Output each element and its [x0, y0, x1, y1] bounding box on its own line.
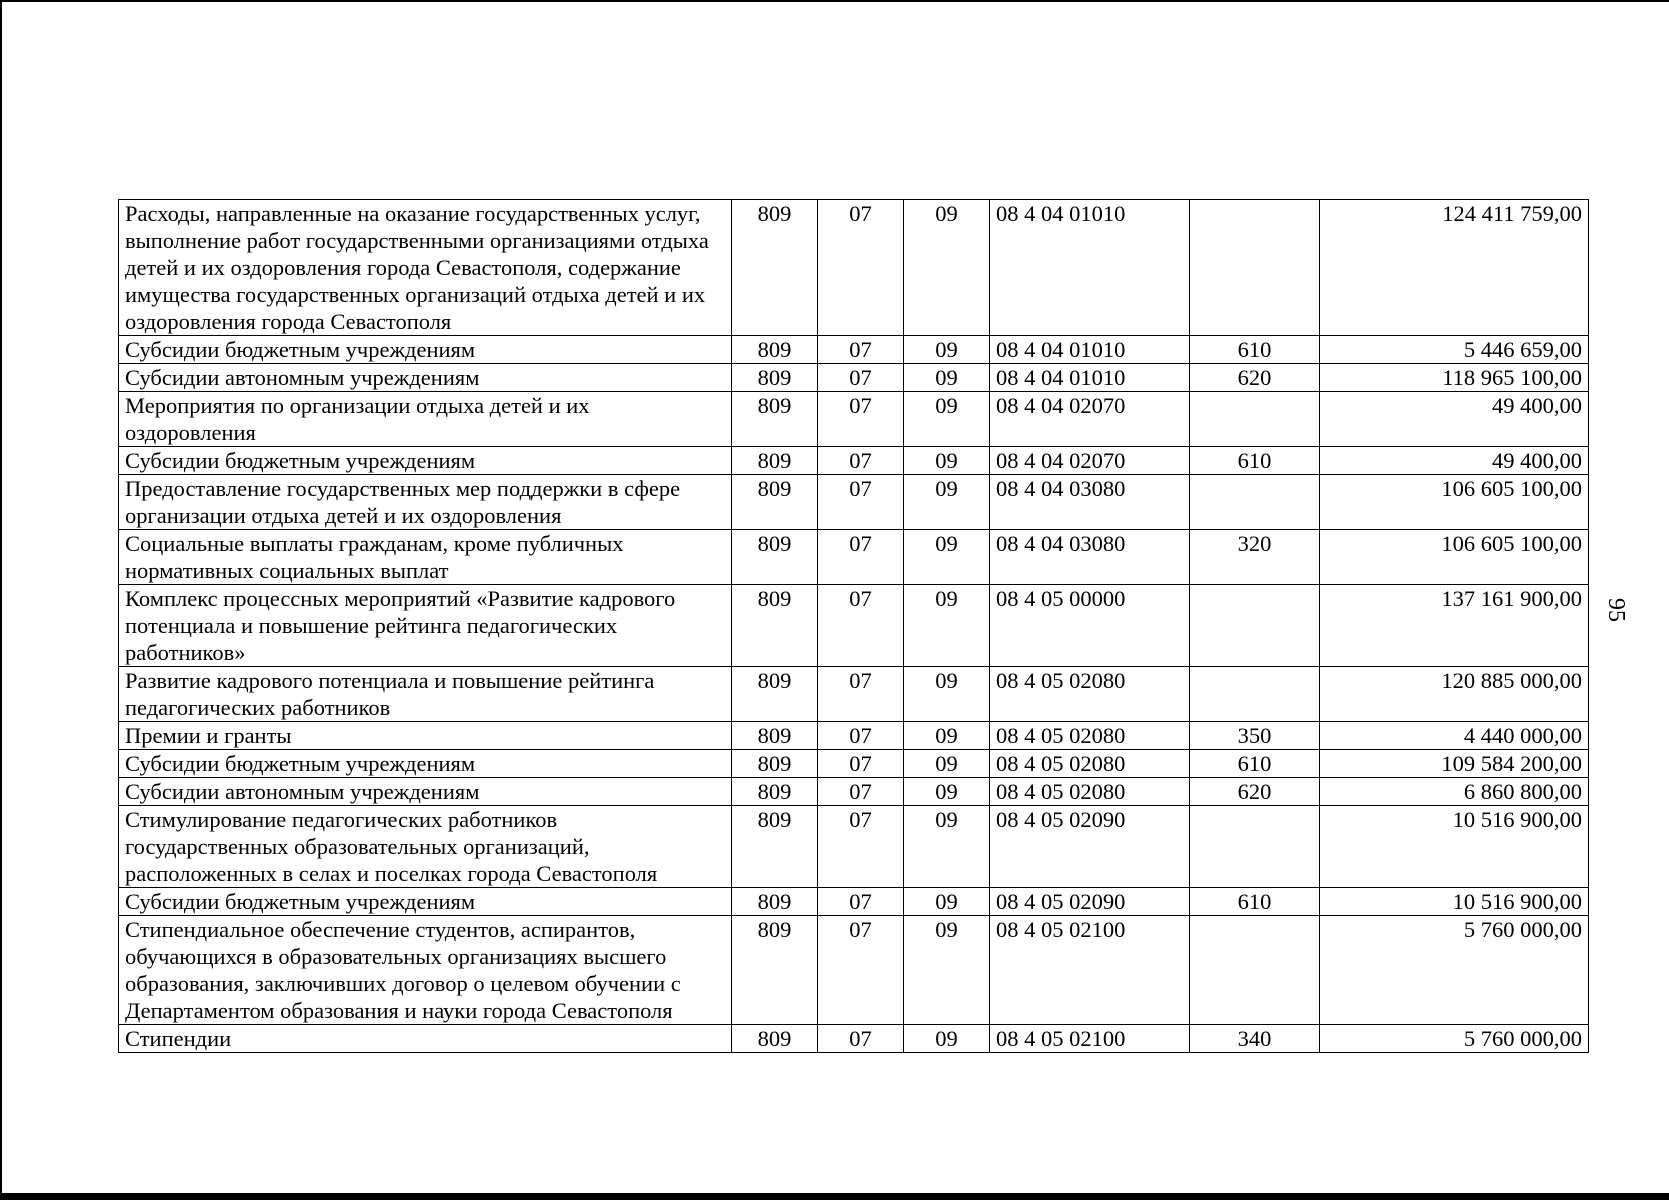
row-target-article-cell: 08 4 05 02100	[990, 1025, 1190, 1053]
row-subsection-cell: 09	[904, 364, 990, 392]
row-section-cell: 07	[818, 364, 904, 392]
row-name-cell: Стипендии	[119, 1025, 732, 1053]
row-section-cell: 07	[818, 392, 904, 447]
table-row	[119, 1025, 1589, 1053]
row-subsection-cell: 09	[904, 916, 990, 1025]
row-grbs-cell: 809	[732, 806, 818, 888]
row-sum-cell: 5 760 000,00	[1320, 1025, 1589, 1053]
row-sum-cell: 106 605 100,00	[1320, 475, 1589, 530]
table-row	[119, 200, 1589, 336]
row-sum-cell: 109 584 200,00	[1320, 750, 1589, 778]
table-body	[119, 200, 1589, 1053]
row-grbs-cell: 809	[732, 750, 818, 778]
table-row	[119, 585, 1589, 667]
row-name-cell: Субсидии автономным учреждениям	[119, 364, 732, 392]
row-name-cell: Предоставление государственных мер поддержки в сфере организации отдыха детей и их оздоровления	[119, 475, 732, 530]
row-subsection-cell: 09	[904, 667, 990, 722]
row-target-article-cell: 08 4 04 03080	[990, 475, 1190, 530]
row-subsection-cell: 09	[904, 1025, 990, 1053]
table-row	[119, 475, 1589, 530]
row-grbs-cell: 809	[732, 392, 818, 447]
row-name-cell: Субсидии бюджетным учреждениям	[119, 447, 732, 475]
row-sum-cell: 49 400,00	[1320, 392, 1589, 447]
row-name-cell: Субсидии автономным учреждениям	[119, 778, 732, 806]
row-expense-type-cell: 620	[1190, 364, 1320, 392]
row-sum-cell: 4 440 000,00	[1320, 722, 1589, 750]
table-row	[119, 364, 1589, 392]
row-subsection-cell: 09	[904, 200, 990, 336]
row-grbs-cell: 809	[732, 722, 818, 750]
row-target-article-cell: 08 4 04 01010	[990, 364, 1190, 392]
row-target-article-cell: 08 4 04 02070	[990, 392, 1190, 447]
row-name-cell: Стимулирование педагогических работников государственных образовательных организаций, расположенных в селах и поселках города Севастополя	[119, 806, 732, 888]
row-target-article-cell: 08 4 04 01010	[990, 336, 1190, 364]
row-sum-cell: 5 760 000,00	[1320, 916, 1589, 1025]
table-row	[119, 750, 1589, 778]
row-grbs-cell: 809	[732, 778, 818, 806]
row-subsection-cell: 09	[904, 750, 990, 778]
row-expense-type-cell: 320	[1190, 530, 1320, 585]
row-name-cell: Стипендиальное обеспечение студентов, аспирантов, обучающихся в образовательных организациях высшего образования, заключивших договор о целевом обучении с Департаментом образования и науки города Севастополя	[119, 916, 732, 1025]
row-name-cell: Мероприятия по организации отдыха детей и их оздоровления	[119, 392, 732, 447]
table-row	[119, 447, 1589, 475]
row-expense-type-cell	[1190, 200, 1320, 336]
row-expense-type-cell: 340	[1190, 1025, 1320, 1053]
row-sum-cell: 5 446 659,00	[1320, 336, 1589, 364]
row-section-cell: 07	[818, 200, 904, 336]
row-subsection-cell: 09	[904, 447, 990, 475]
scan-border-bottom	[0, 1193, 1669, 1200]
row-expense-type-cell: 620	[1190, 778, 1320, 806]
row-expense-type-cell	[1190, 806, 1320, 888]
row-expense-type-cell	[1190, 475, 1320, 530]
row-name-cell: Расходы, направленные на оказание государственных услуг, выполнение работ государственными организациями отдыха детей и их оздоровления города Севастополя, содержание имущества государственных организаций отдыха детей и их оздоровления города Севастополя	[119, 200, 732, 336]
row-target-article-cell: 08 4 04 01010	[990, 200, 1190, 336]
table-row	[119, 778, 1589, 806]
table-row	[119, 888, 1589, 916]
row-name-cell: Социальные выплаты гражданам, кроме публичных нормативных социальных выплат	[119, 530, 732, 585]
row-sum-cell: 118 965 100,00	[1320, 364, 1589, 392]
row-grbs-cell: 809	[732, 1025, 818, 1053]
budget-table	[118, 199, 1589, 1053]
row-section-cell: 07	[818, 722, 904, 750]
row-grbs-cell: 809	[732, 364, 818, 392]
row-target-article-cell: 08 4 05 02080	[990, 750, 1190, 778]
row-expense-type-cell	[1190, 585, 1320, 667]
row-sum-cell: 106 605 100,00	[1320, 530, 1589, 585]
row-grbs-cell: 809	[732, 447, 818, 475]
scan-border-top	[0, 0, 1669, 2]
row-target-article-cell: 08 4 05 02080	[990, 667, 1190, 722]
row-grbs-cell: 809	[732, 475, 818, 530]
row-target-article-cell: 08 4 05 02080	[990, 778, 1190, 806]
row-target-article-cell: 08 4 05 02090	[990, 806, 1190, 888]
table-row	[119, 667, 1589, 722]
table-row	[119, 722, 1589, 750]
row-expense-type-cell: 350	[1190, 722, 1320, 750]
row-sum-cell: 6 860 800,00	[1320, 778, 1589, 806]
row-subsection-cell: 09	[904, 585, 990, 667]
row-expense-type-cell: 610	[1190, 336, 1320, 364]
row-section-cell: 07	[818, 778, 904, 806]
row-section-cell: 07	[818, 888, 904, 916]
row-grbs-cell: 809	[732, 916, 818, 1025]
row-grbs-cell: 809	[732, 530, 818, 585]
page-number: 95	[1603, 598, 1629, 622]
row-sum-cell: 124 411 759,00	[1320, 200, 1589, 336]
row-section-cell: 07	[818, 806, 904, 888]
row-section-cell: 07	[818, 585, 904, 667]
row-name-cell: Развитие кадрового потенциала и повышение рейтинга педагогических работников	[119, 667, 732, 722]
row-name-cell: Премии и гранты	[119, 722, 732, 750]
row-subsection-cell: 09	[904, 888, 990, 916]
row-target-article-cell: 08 4 04 03080	[990, 530, 1190, 585]
table-row	[119, 392, 1589, 447]
scan-border-left	[0, 0, 2, 1200]
row-target-article-cell: 08 4 05 02080	[990, 722, 1190, 750]
table-row	[119, 916, 1589, 1025]
row-expense-type-cell	[1190, 667, 1320, 722]
row-target-article-cell: 08 4 04 02070	[990, 447, 1190, 475]
row-subsection-cell: 09	[904, 336, 990, 364]
row-sum-cell: 137 161 900,00	[1320, 585, 1589, 667]
row-grbs-cell: 809	[732, 667, 818, 722]
row-subsection-cell: 09	[904, 392, 990, 447]
row-grbs-cell: 809	[732, 200, 818, 336]
row-expense-type-cell	[1190, 916, 1320, 1025]
row-grbs-cell: 809	[732, 336, 818, 364]
table-row	[119, 336, 1589, 364]
row-expense-type-cell: 610	[1190, 447, 1320, 475]
row-section-cell: 07	[818, 750, 904, 778]
row-sum-cell: 10 516 900,00	[1320, 888, 1589, 916]
row-sum-cell: 49 400,00	[1320, 447, 1589, 475]
row-name-cell: Субсидии бюджетным учреждениям	[119, 888, 732, 916]
row-grbs-cell: 809	[732, 585, 818, 667]
row-expense-type-cell: 610	[1190, 888, 1320, 916]
row-section-cell: 07	[818, 1025, 904, 1053]
row-subsection-cell: 09	[904, 722, 990, 750]
row-section-cell: 07	[818, 530, 904, 585]
row-name-cell: Комплекс процессных мероприятий «Развитие кадрового потенциала и повышение рейтинга педагогических работников»	[119, 585, 732, 667]
row-target-article-cell: 08 4 05 02090	[990, 888, 1190, 916]
row-section-cell: 07	[818, 667, 904, 722]
row-sum-cell: 10 516 900,00	[1320, 806, 1589, 888]
row-sum-cell: 120 885 000,00	[1320, 667, 1589, 722]
row-target-article-cell: 08 4 05 00000	[990, 585, 1190, 667]
row-section-cell: 07	[818, 916, 904, 1025]
row-grbs-cell: 809	[732, 888, 818, 916]
row-section-cell: 07	[818, 336, 904, 364]
row-subsection-cell: 09	[904, 475, 990, 530]
table-row	[119, 530, 1589, 585]
row-subsection-cell: 09	[904, 806, 990, 888]
row-section-cell: 07	[818, 475, 904, 530]
table-row	[119, 806, 1589, 888]
row-subsection-cell: 09	[904, 778, 990, 806]
row-section-cell: 07	[818, 447, 904, 475]
row-target-article-cell: 08 4 05 02100	[990, 916, 1190, 1025]
row-expense-type-cell: 610	[1190, 750, 1320, 778]
row-subsection-cell: 09	[904, 530, 990, 585]
row-name-cell: Субсидии бюджетным учреждениям	[119, 336, 732, 364]
row-name-cell: Субсидии бюджетным учреждениям	[119, 750, 732, 778]
row-expense-type-cell	[1190, 392, 1320, 447]
